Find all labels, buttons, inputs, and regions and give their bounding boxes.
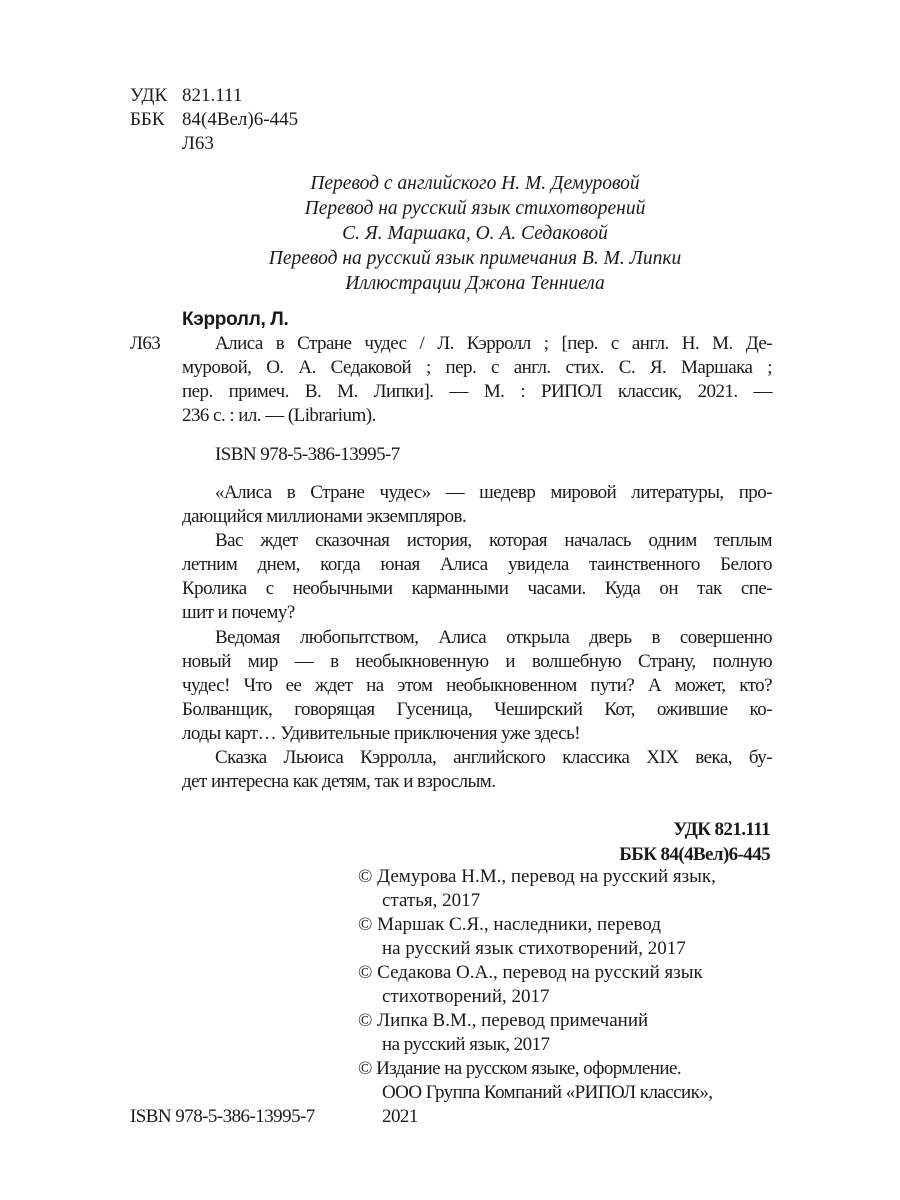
credit-line: Иллюстрации Джона Тенниела: [345, 273, 605, 294]
record-line: пер. примеч. В. М. Липки]. — М. : РИПОЛ классик, 2021. —: [182, 381, 772, 402]
credit-line: С. Я. Маршака, О. А. Седаковой: [342, 223, 608, 244]
copyright-line: на русский язык, 2017: [382, 1034, 550, 1055]
annotation-line: Ведомая любопытством, Алиса открыла дверь в совершенно: [215, 627, 772, 648]
annotation-line: Сказка Льюиса Кэрролла, английского классика XIX века, бу-: [215, 747, 772, 768]
udk-label: УДК: [130, 85, 168, 106]
footer-isbn: ISBN 978-5-386-13995-7: [130, 1106, 315, 1127]
annotation-line: «Алиса в Стране чудес» — шедевр мировой литературы, про-: [215, 482, 772, 503]
copyright-line: © Маршак С.Я., наследники, перевод: [358, 914, 661, 935]
record-author: Кэрролл, Л.: [182, 309, 289, 330]
copyright-line: 2021: [382, 1106, 418, 1127]
credit-line: Перевод на русский язык примечания В. М. Липки: [268, 248, 682, 269]
copyright-line: стихотворений, 2017: [382, 986, 550, 1007]
annotation-line: Кролика с необычными карманными часами. Куда он так спе-: [182, 578, 772, 599]
annotation-line: лоды карт… Удивительные приключения уже здесь!: [182, 723, 581, 744]
bbk-value: 84(4Вел)6-445: [182, 109, 299, 130]
annotation-line: дающийся миллионами экземпляров.: [182, 506, 467, 527]
record-isbn: ISBN 978-5-386-13995-7: [215, 444, 400, 465]
copyright-line: © Липка В.М., перевод примечаний: [358, 1010, 649, 1031]
record-line: Алиса в Стране чудес / Л. Кэрролл ; [пер. с англ. Н. М. Де-: [215, 333, 772, 354]
record-author-mark: Л63: [130, 333, 161, 354]
author-mark: Л63: [182, 133, 214, 154]
annotation-line: шит и почему?: [182, 602, 295, 623]
copyright-line: на русский язык стихотворений, 2017: [382, 938, 686, 959]
annotation-line: Болванщик, говорящая Гусеница, Чеширский Кот, ожившие ко-: [182, 699, 772, 720]
udk-value: 821.111: [182, 85, 243, 106]
copyright-line: © Издание на русском языке, оформление.: [358, 1058, 682, 1079]
record-line: муровой, О. А. Седаковой ; пер. с англ. стих. С. Я. Маршака ;: [182, 357, 772, 378]
bbk-label: ББК: [130, 109, 165, 130]
copyright-line: © Демурова Н.М., перевод на русский язык,: [358, 866, 716, 887]
bbk-code: ББК 84(4Вел)6-445: [619, 844, 770, 865]
copyright-line: статья, 2017: [382, 890, 481, 911]
copyright-line: © Седакова О.А., перевод на русский язык: [358, 962, 703, 983]
annotation-line: новый мир — в необыкновенную и волшебную Страну, полную: [182, 651, 772, 672]
annotation-line: дет интересна как детям, так и взрослым.: [182, 771, 496, 792]
record-line: 236 с. : ил. — (Librarium).: [182, 405, 376, 426]
annotation-line: чудес! Что ее ждет на этом необыкновенном пути? А может, кто?: [182, 675, 772, 696]
annotation-line: летним днем, когда юная Алиса увидела таинственного Белого: [182, 554, 772, 575]
udk-code: УДК 821.111: [673, 819, 770, 840]
credit-line: Перевод на русский язык стихотворений: [304, 198, 646, 219]
credit-line: Перевод с английского Н. М. Демуровой: [310, 173, 640, 194]
annotation-line: Вас ждет сказочная история, которая началась одним теплым: [215, 530, 772, 551]
copyright-line: ООО Группа Компаний «РИПОЛ классик»,: [382, 1082, 713, 1103]
